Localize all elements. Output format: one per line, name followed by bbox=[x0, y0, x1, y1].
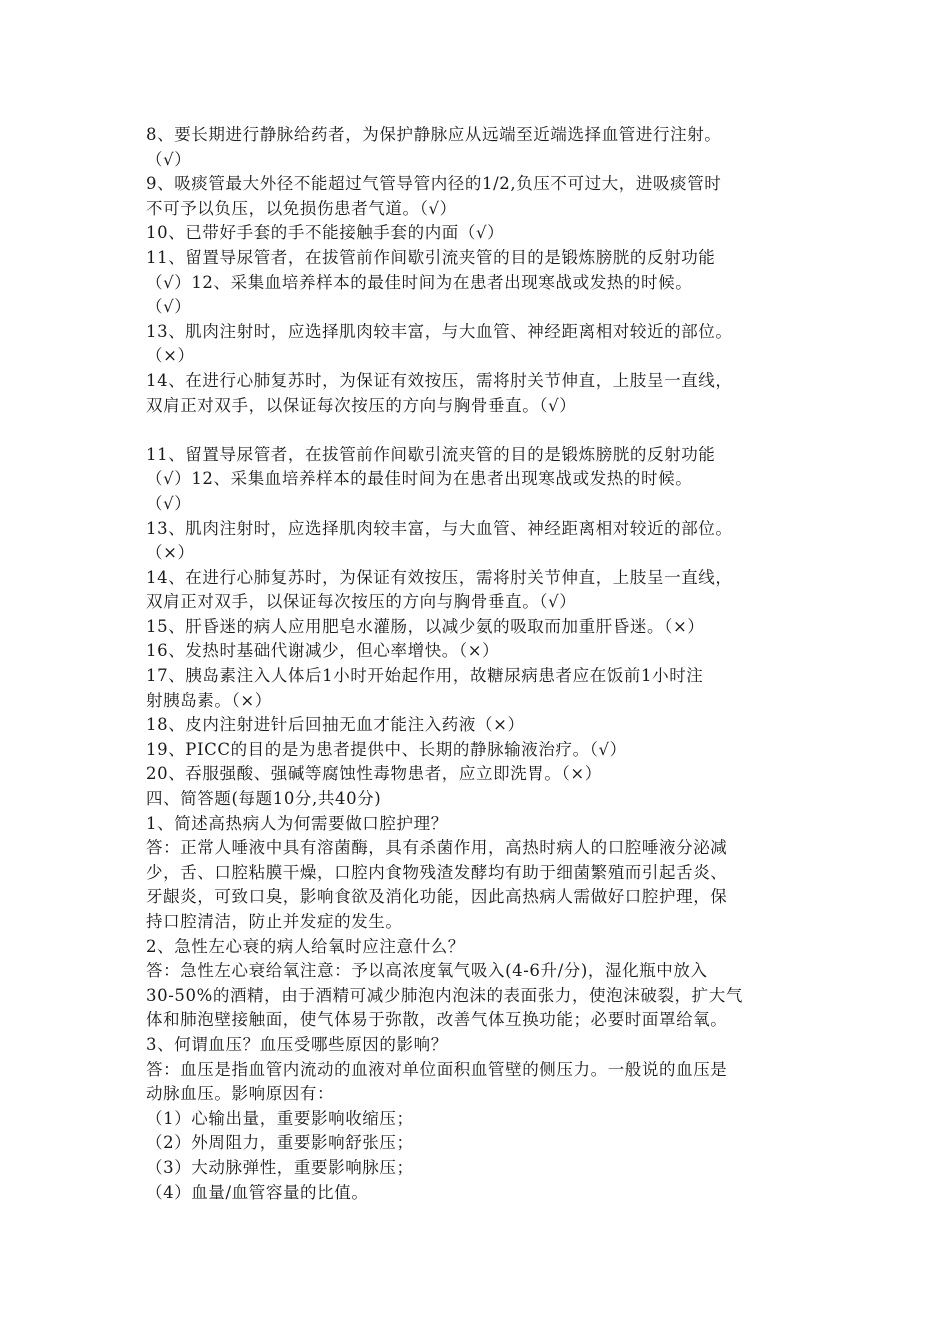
text-line: （2）外周阻力，重要影响舒张压； bbox=[146, 1133, 414, 1153]
text-line: 30-50%的酒精，由于酒精可减少肺泡内泡沫的表面张力，使泡沫破裂，扩大气 bbox=[146, 985, 743, 1005]
text-line: 10、已带好手套的手不能接触手套的内面（√） bbox=[146, 223, 505, 243]
text-line: 14、在进行心肺复苏时，为保证有效按压，需将肘关节伸直，上肢呈一直线， bbox=[146, 567, 733, 587]
text-line: 14、在进行心肺复苏时，为保证有效按压，需将肘关节伸直，上肢呈一直线， bbox=[146, 370, 733, 390]
text-line: （3）大动脉弹性，重要影响脉压； bbox=[146, 1157, 414, 1177]
text-line: 13、肌肉注射时，应选择肌肉较丰富，与大血管、神经距离相对较近的部位。 bbox=[146, 321, 733, 341]
text-line: 1、简述高热病人为何需要做口腔护理？ bbox=[146, 813, 448, 833]
text-line: 持口腔清洁，防止并发症的发生。 bbox=[146, 912, 403, 931]
text-line: 双肩正对双手，以保证每次按压的方向与胸骨垂直。（√） bbox=[146, 395, 577, 415]
text-line: 3、何谓血压？血压受哪些原因的影响？ bbox=[146, 1034, 448, 1054]
text-line: 13、肌肉注射时，应选择肌肉较丰富，与大血管、神经距离相对较近的部位。 bbox=[146, 518, 733, 538]
text-line: 8、要长期进行静脉给药者，为保护静脉应从远端至近端选择血管进行注射。 bbox=[146, 125, 722, 144]
text-line: 答：血压是指血管内流动的血液对单位面积血管壁的侧压力。一般说的血压是 bbox=[146, 1059, 728, 1079]
text-line: （√） bbox=[146, 297, 192, 317]
text-line: 四、简答题(每题10分,共40分) bbox=[146, 789, 382, 809]
text-line: 答：急性左心衰给氧注意：予以高浓度氧气吸入(4-6升/分)，湿化瓶中放入 bbox=[146, 961, 708, 981]
text-line: 答：正常人唾液中具有溶菌酶，具有杀菌作用，高热时病人的口腔唾液分泌减 bbox=[146, 838, 728, 858]
paragraph-gap bbox=[146, 418, 816, 443]
text-line: 15、肝昏迷的病人应用肥皂水灌肠，以减少氨的吸取而加重肝昏迷。（×） bbox=[146, 616, 705, 636]
text-line: 射胰岛素。（×） bbox=[146, 690, 272, 710]
text-line: （√）12、采集血培养样本的最佳时间为在患者出现寒战或发热的时候。 bbox=[146, 469, 693, 489]
text-line: 双肩正对双手，以保证每次按压的方向与胸骨垂直。（√） bbox=[146, 592, 577, 612]
text-line: 19、PICC的目的是为患者提供中、长期的静脉输液治疗。（√） bbox=[146, 739, 627, 759]
text-line: 动脉血压。影响原因有： bbox=[146, 1084, 335, 1104]
text-block-2 bbox=[146, 443, 816, 1205]
text-line: （√） bbox=[146, 149, 192, 169]
text-line: 18、皮内注射进针后回抽无血才能注入药液（×） bbox=[146, 715, 525, 735]
document-page bbox=[146, 123, 816, 1205]
text-line: （√）12、采集血培养样本的最佳时间为在患者出现寒战或发热的时候。 bbox=[146, 272, 693, 292]
text-line: 不可予以负压，以免损伤患者气道。（√） bbox=[146, 198, 457, 218]
text-line: （×） bbox=[146, 346, 195, 366]
text-line: （1）心输出量，重要影响收缩压； bbox=[146, 1108, 414, 1128]
text-line: 16、发热时基础代谢减少，但心率增快。（×） bbox=[146, 641, 500, 661]
text-line: （4）血量/血管容量的比值。 bbox=[146, 1182, 369, 1202]
text-line: （×） bbox=[146, 543, 195, 563]
text-line: 11、留置导尿管者，在拔管前作间歇引流夹管的目的是锻炼膀胱的反射功能 bbox=[146, 247, 716, 267]
text-line: 少，舌、口腔粘膜干燥，口腔内食物残渣发酵均有助于细菌繁殖而引起舌炎、 bbox=[146, 862, 728, 882]
text-line: 20、吞服强酸、强碱等腐蚀性毒物患者，应立即洗胃。（×） bbox=[146, 764, 602, 784]
text-line: 体和肺泡壁接触面，使气体易于弥散，改善气体互换功能；必要时面罩给氧。 bbox=[146, 1010, 728, 1030]
text-line: 牙龈炎，可致口臭，影响食欲及消化功能，因此高热病人需做好口腔护理，保 bbox=[146, 887, 728, 907]
text-line: 11、留置导尿管者，在拔管前作间歇引流夹管的目的是锻炼膀胱的反射功能 bbox=[146, 444, 716, 464]
text-line: 17、胰岛素注入人体后1小时开始起作用，故糖尿病患者应在饭前1小时注 bbox=[146, 666, 704, 686]
text-line: 2、急性左心衰的病人给氧时应注意什么？ bbox=[146, 936, 465, 956]
text-line: （√） bbox=[146, 493, 192, 513]
text-block-1 bbox=[146, 123, 816, 418]
text-line: 9、吸痰管最大外径不能超过气管导管内径的1/2,负压不可过大，进吸痰管时 bbox=[146, 174, 722, 194]
